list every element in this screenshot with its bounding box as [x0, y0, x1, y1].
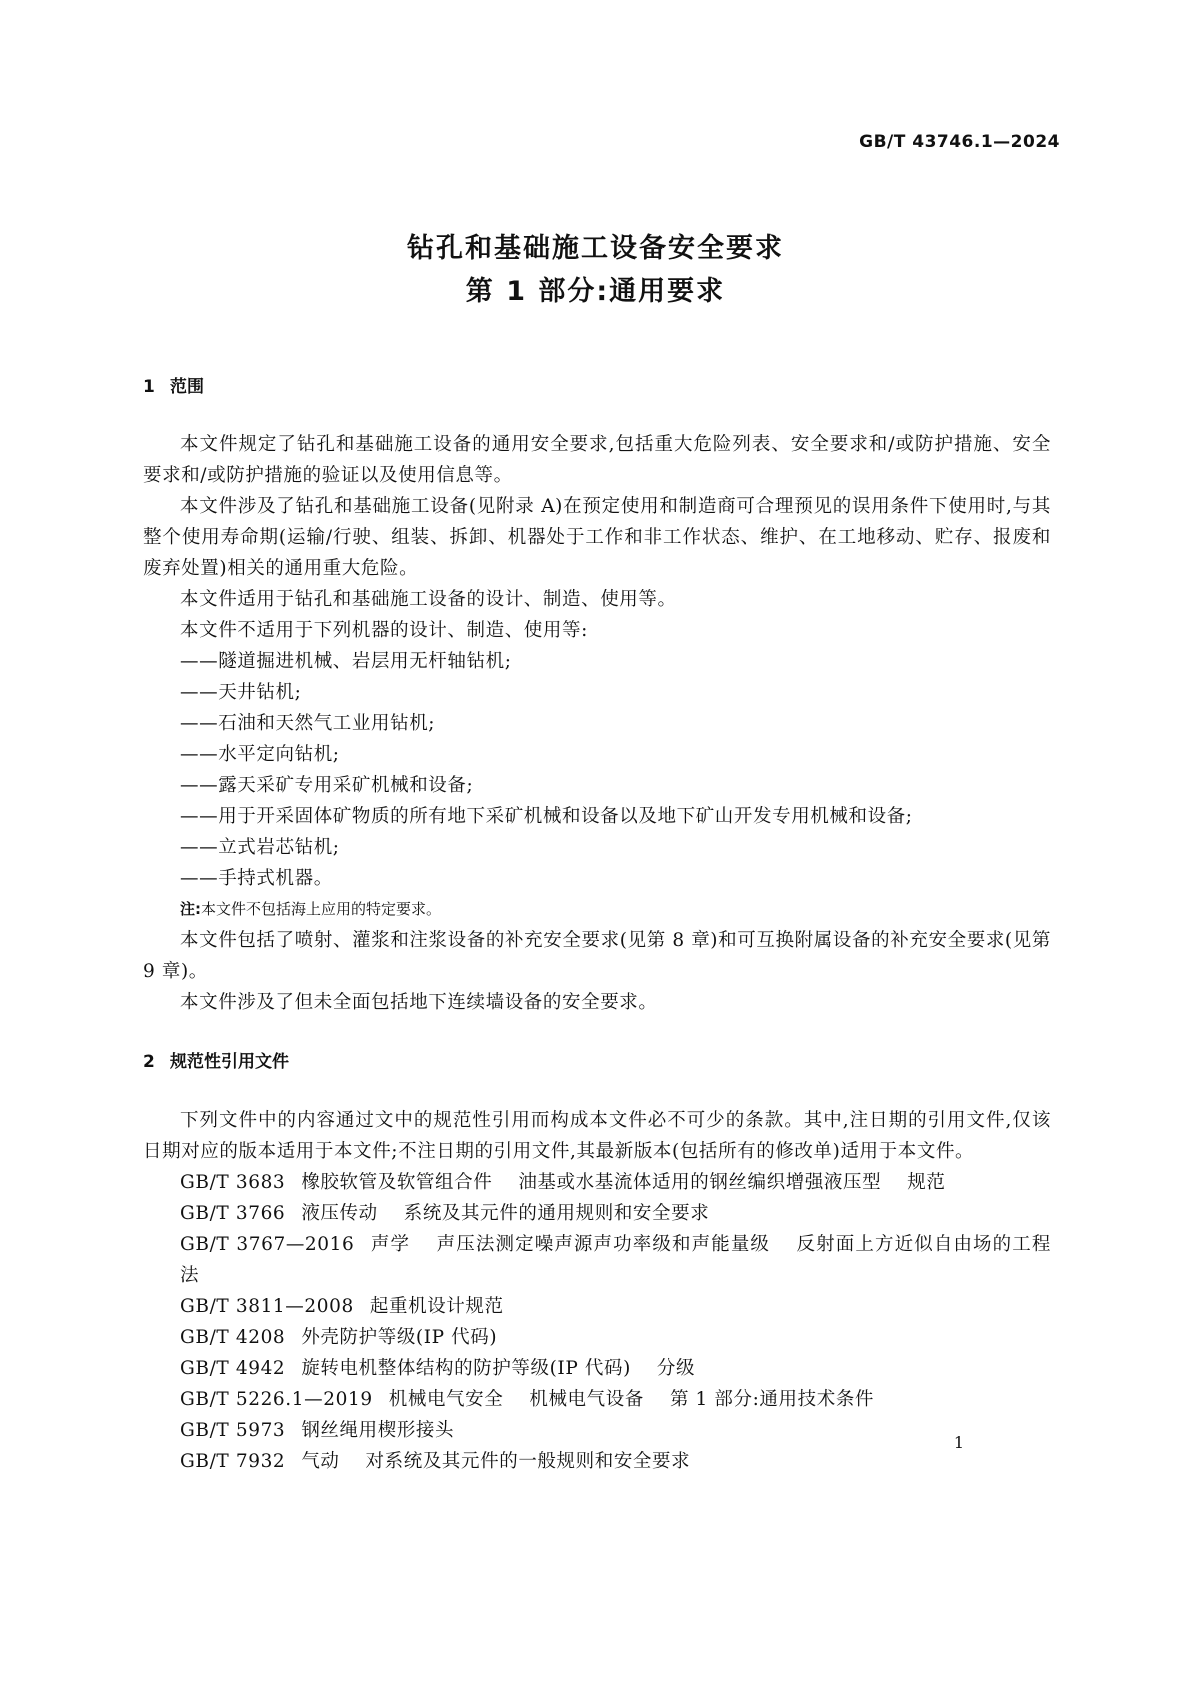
reference-title: 机械电气安全	[388, 1389, 504, 1410]
reference-item	[143, 1167, 1051, 1198]
reference-code: GB/T 3767—2016	[180, 1234, 355, 1255]
reference-title: 气动	[301, 1451, 340, 1472]
list-item: ——露天采矿专用采矿机械和设备;	[180, 775, 474, 796]
reference-item	[143, 1415, 1051, 1446]
document-title: 钻孔和基础施工设备安全要求	[407, 233, 784, 264]
standard-code: GB/T 43746.1—2024	[859, 132, 1060, 152]
reference-title: 液压传动	[301, 1203, 378, 1224]
paragraph: 本文件规定了钻孔和基础施工设备的通用安全要求,包括重大危险列表、安全要求和/或防护措施、安全要求和/或防护措施的验证以及使用信息等。	[143, 434, 1051, 486]
section-heading-normative-references	[143, 1047, 1051, 1078]
reference-item	[143, 1198, 1051, 1229]
reference-title: 反射面上方近似自由场的工程法	[180, 1234, 1051, 1286]
document-body	[143, 372, 1051, 1477]
reference-title: 旋转电机整体结构的防护等级(IP 代码)	[301, 1358, 631, 1379]
paragraph: 本文件适用于钻孔和基础施工设备的设计、制造、使用等。	[180, 589, 677, 610]
paragraph: 本文件包括了喷射、灌浆和注浆设备的补充安全要求(见第 8 章)和可互换附属设备的补充安全要求(见第 9 章)。	[143, 930, 1051, 982]
list-item: ——隧道掘进机械、岩层用无杆轴钻机;	[180, 651, 512, 672]
reference-code: GB/T 3683	[180, 1172, 286, 1193]
section-number: 1	[143, 377, 155, 397]
reference-title: 对系统及其元件的一般规则和安全要求	[365, 1451, 691, 1472]
reference-item	[143, 1291, 1051, 1322]
note-label: 注:	[180, 900, 201, 918]
list-item: ——石油和天然气工业用钻机;	[180, 713, 436, 734]
reference-code: GB/T 4942	[180, 1358, 286, 1379]
note	[143, 894, 1051, 925]
reference-title: 外壳防护等级(IP 代码)	[301, 1327, 498, 1348]
reference-title: 钢丝绳用楔形接头	[301, 1420, 455, 1441]
list-item: ——水平定向钻机;	[180, 744, 340, 765]
page-number: 1	[953, 1433, 964, 1452]
reference-code: GB/T 7932	[180, 1451, 286, 1472]
reference-code: GB/T 4208	[180, 1327, 286, 1348]
document-subtitle: 第 1 部分:通用要求	[465, 276, 726, 307]
paragraph: 本文件涉及了钻孔和基础施工设备(见附录 A)在预定使用和制造商可合理预见的误用条件下使用时,与其整个使用寿命期(运输/行驶、组装、拆卸、机器处于工作和非工作状态、维护、在工地移动、贮存、报废和废弃处置)相关的通用重大危险。	[143, 496, 1051, 579]
reference-item	[143, 1353, 1051, 1384]
section-number: 2	[143, 1052, 155, 1072]
note-text: 本文件不包括海上应用的特定要求。	[201, 900, 442, 918]
reference-item	[143, 1229, 1051, 1291]
reference-title: 机械电气设备	[529, 1389, 644, 1410]
list-item: ——天井钻机;	[180, 682, 302, 703]
section-title: 范围	[170, 377, 204, 397]
paragraph: 本文件涉及了但未全面包括地下连续墙设备的安全要求。	[180, 992, 658, 1013]
reference-title: 声压法测定噪声源声功率级和声能量级	[436, 1234, 771, 1255]
reference-title: 声学	[370, 1234, 411, 1255]
list-item: ——用于开采固体矿物质的所有地下采矿机械和设备以及地下矿山开发专用机械和设备;	[180, 806, 913, 827]
reference-item	[143, 1384, 1051, 1415]
reference-title: 系统及其元件的通用规则和安全要求	[403, 1203, 710, 1224]
reference-item	[143, 1446, 1051, 1477]
reference-title: 规范	[907, 1172, 946, 1193]
reference-item	[143, 1322, 1051, 1353]
reference-code: GB/T 3766	[180, 1203, 286, 1224]
list-item: ——立式岩芯钻机;	[180, 837, 340, 858]
reference-code: GB/T 5226.1—2019	[180, 1389, 373, 1410]
reference-code: GB/T 5973	[180, 1420, 286, 1441]
section-title: 规范性引用文件	[170, 1052, 289, 1072]
section-heading-scope	[143, 372, 1051, 403]
reference-title: 橡胶软管及软管组合件	[301, 1172, 493, 1193]
reference-title: 分级	[656, 1358, 696, 1379]
paragraph: 本文件不适用于下列机器的设计、制造、使用等:	[180, 620, 588, 641]
reference-code: GB/T 3811—2008	[180, 1296, 354, 1317]
reference-title: 油基或水基流体适用的钢丝编织增强液压型	[518, 1172, 882, 1193]
list-item: ——手持式机器。	[180, 868, 333, 889]
paragraph: 下列文件中的内容通过文中的规范性引用而构成本文件必不可少的条款。其中,注日期的引用文件,仅该日期对应的版本适用于本文件;不注日期的引用文件,其最新版本(包括所有的修改单)适用于本文件。	[143, 1110, 1051, 1162]
reference-title: 起重机设计规范	[369, 1296, 504, 1317]
reference-title: 第 1 部分:通用技术条件	[669, 1389, 875, 1410]
